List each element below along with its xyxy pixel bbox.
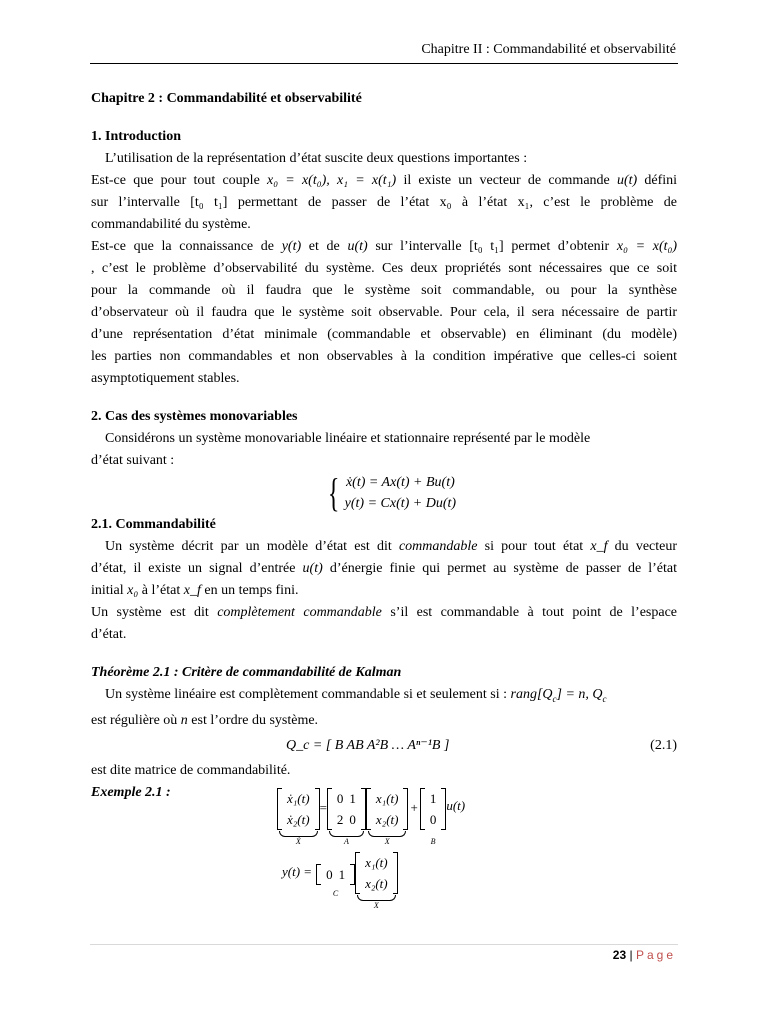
- math-inline: u(t): [616, 173, 638, 188]
- page-number: 23: [612, 948, 627, 962]
- math-inline: ] = n, Q: [556, 687, 603, 702]
- text: Un système décrit par un modèle d’état est dit: [105, 539, 392, 554]
- equation-row: [91, 732, 677, 760]
- output-label: y(t) =: [282, 864, 313, 879]
- example-title: Exemple 2.1 :: [91, 784, 171, 800]
- text: sur l’intervalle [t₀ t₁] permet d’obtenir: [375, 239, 610, 254]
- paragraph-line: [91, 170, 677, 192]
- text: et de: [308, 239, 340, 254]
- section-heading-commandabilite: 2.1. Commandabilité: [91, 517, 216, 532]
- matrix-cell: 1: [338, 867, 346, 882]
- example-state-equation: ẋ₁(t) ẋ₂(t) Ẋ = 0 1 2 0 A x₁(t) x₂(t) X + 1 0 B u(t): [277, 788, 465, 847]
- paragraph-line: [91, 710, 677, 732]
- running-header: Chapitre II : Commandabilité et observabilité: [421, 42, 676, 57]
- matrix-cell: x₂(t): [375, 812, 399, 827]
- matrix-B: [420, 788, 447, 830]
- state-equation-system: [91, 472, 677, 514]
- matrix-C: [316, 864, 355, 885]
- matrix-cell: 0: [326, 867, 333, 882]
- matrix-cell: x₁(t): [375, 791, 399, 806]
- math-inline: x₀: [127, 583, 139, 598]
- underbrace-label: X: [384, 837, 390, 846]
- text: initial: [91, 583, 124, 598]
- matrix-cell: x₂(t): [365, 876, 388, 891]
- example-output-equation: [282, 852, 398, 911]
- matrix-cell: x₁(t): [365, 855, 388, 870]
- paragraph-line: , c’est le problème d’observabilité du système. Ces deux propriétés sont nécessaires que ce soit: [91, 261, 677, 276]
- text: défini: [644, 173, 678, 188]
- paragraph-line: pour la commande où il faudra que le système soit commandable, ou pour la synthèse: [91, 283, 677, 298]
- output-equation: y(t) = Cx(t) + Du(t): [344, 496, 457, 511]
- math-inline: x_f: [183, 583, 201, 598]
- paragraph-line: Considérons un système monovariable linéaire et stationnaire représenté par le modèle: [105, 431, 591, 446]
- paragraph-line: asymptotiquement stables.: [91, 371, 240, 386]
- math-inline: rang[Q: [510, 687, 553, 702]
- paragraph-line: d’état.: [91, 627, 127, 642]
- page-footer: [613, 948, 676, 962]
- math-inline: u(t): [347, 239, 368, 254]
- equation-number: (2.1): [650, 737, 677, 753]
- text: Est-ce que la connaissance de: [91, 239, 275, 254]
- emphasis: commandable: [398, 539, 478, 554]
- matrix-cell: 0: [429, 812, 437, 827]
- underbrace-label: A: [343, 837, 349, 846]
- header-rule: [90, 63, 678, 64]
- math-inline: u(t): [302, 561, 323, 576]
- matrix-x: [366, 788, 409, 830]
- matrix-cell: 1: [349, 791, 356, 806]
- matrix-A: [327, 788, 366, 830]
- text: si pour tout état: [484, 539, 584, 554]
- input-signal: u(t): [446, 798, 466, 813]
- text: en un temps fini.: [204, 583, 299, 598]
- matrix-cell: 0: [349, 812, 356, 827]
- paragraph: L’utilisation de la représentation d’état suscite deux questions importantes :: [105, 151, 528, 166]
- paragraph-line: d’état suivant :: [91, 453, 175, 468]
- matrix-cell: ẋ₂(t): [287, 812, 310, 827]
- chapter-title: Chapitre 2 : Commandabilité et observabilité: [91, 91, 362, 106]
- math-inline: x_f: [590, 539, 608, 554]
- underbrace-label: B: [430, 837, 436, 846]
- paragraph-line: Un système linéaire est complètement commandable si et seulement si : $rang[Q_c] = n$, $Q_c$: [105, 687, 607, 704]
- underbrace-label: X: [373, 901, 379, 910]
- text: du vecteur: [614, 539, 678, 554]
- footer-separator: |: [629, 948, 633, 962]
- footer-rule: [90, 944, 678, 945]
- math-inline: x₀ = x(t₀): [616, 239, 678, 254]
- page-word: Page: [635, 948, 676, 962]
- underbrace-label: Ẋ: [295, 837, 301, 846]
- paragraph-line: d’une représentation d’état minimale (commandable et observable) en éliminant (du modèle): [91, 327, 677, 342]
- paragraph-line: d’observateur où il faudra que le système soit observable. Pour cela, il sera nécessaire de partir: [91, 305, 677, 320]
- paragraph-line: les parties non commandables et non observables à la condition impérative que celles-ci soient: [91, 349, 677, 364]
- matrix-cell: 2: [336, 812, 344, 827]
- text: Un système linéaire est complètement commandable si et seulement si :: [105, 687, 507, 702]
- paragraph-line: est dite matrice de commandabilité.: [91, 762, 291, 778]
- text: d’énergie finie qui permet au système de passer de l’état: [329, 561, 678, 576]
- paragraph-line: commandabilité du système.: [91, 217, 251, 232]
- section-heading-monovariables: 2. Cas des systèmes monovariables: [91, 409, 298, 424]
- text: est l’ordre du système.: [191, 712, 319, 728]
- controllability-matrix-equation: Q_c = [ B AB A²B … Aⁿ⁻¹B ]: [286, 737, 450, 753]
- paragraph-line: [91, 536, 677, 558]
- emphasis: complètement commandable: [217, 605, 382, 620]
- text: est régulière où: [91, 712, 178, 728]
- matrix-x-output: [355, 852, 398, 894]
- paragraph-line: sur l’intervalle [t₀ t₁] permettant de passer de l’état x₀ à l’état x₁, c’est le problème de: [91, 195, 677, 210]
- paragraph-line: [91, 580, 677, 602]
- paragraph-line: [91, 236, 677, 258]
- matrix-cell: ẋ₁(t): [287, 791, 310, 806]
- matrix-cell: 0: [336, 791, 344, 806]
- math-inline: n: [180, 712, 188, 728]
- text: il existe un vecteur de commande: [403, 173, 610, 188]
- matrix-xdot: [277, 788, 320, 830]
- state-equation: ẋ(t) = Ax(t) + Bu(t): [345, 475, 455, 490]
- math-inline: x₀ = x(t₀), x₁ = x(t₁): [267, 173, 397, 188]
- paragraph-line: [91, 602, 677, 624]
- math-inline: y(t): [281, 239, 302, 254]
- section-heading-introduction: 1. Introduction: [91, 129, 181, 144]
- page-content: [91, 88, 677, 804]
- paragraph-line: [91, 558, 677, 580]
- text: s’il est commandable à tout point de l’espace: [390, 605, 678, 620]
- text: Un système est dit: [91, 605, 209, 620]
- text: d’état, il existe un signal d’entrée: [91, 561, 296, 576]
- underbrace-label: C: [332, 889, 339, 898]
- left-brace-icon: {: [327, 470, 340, 515]
- text: à l’état: [141, 583, 181, 598]
- text: Est-ce que pour tout couple: [91, 173, 260, 188]
- matrix-cell: 1: [429, 791, 437, 806]
- theorem-title: Théorème 2.1 : Critère de commandabilité de Kalman: [91, 665, 402, 680]
